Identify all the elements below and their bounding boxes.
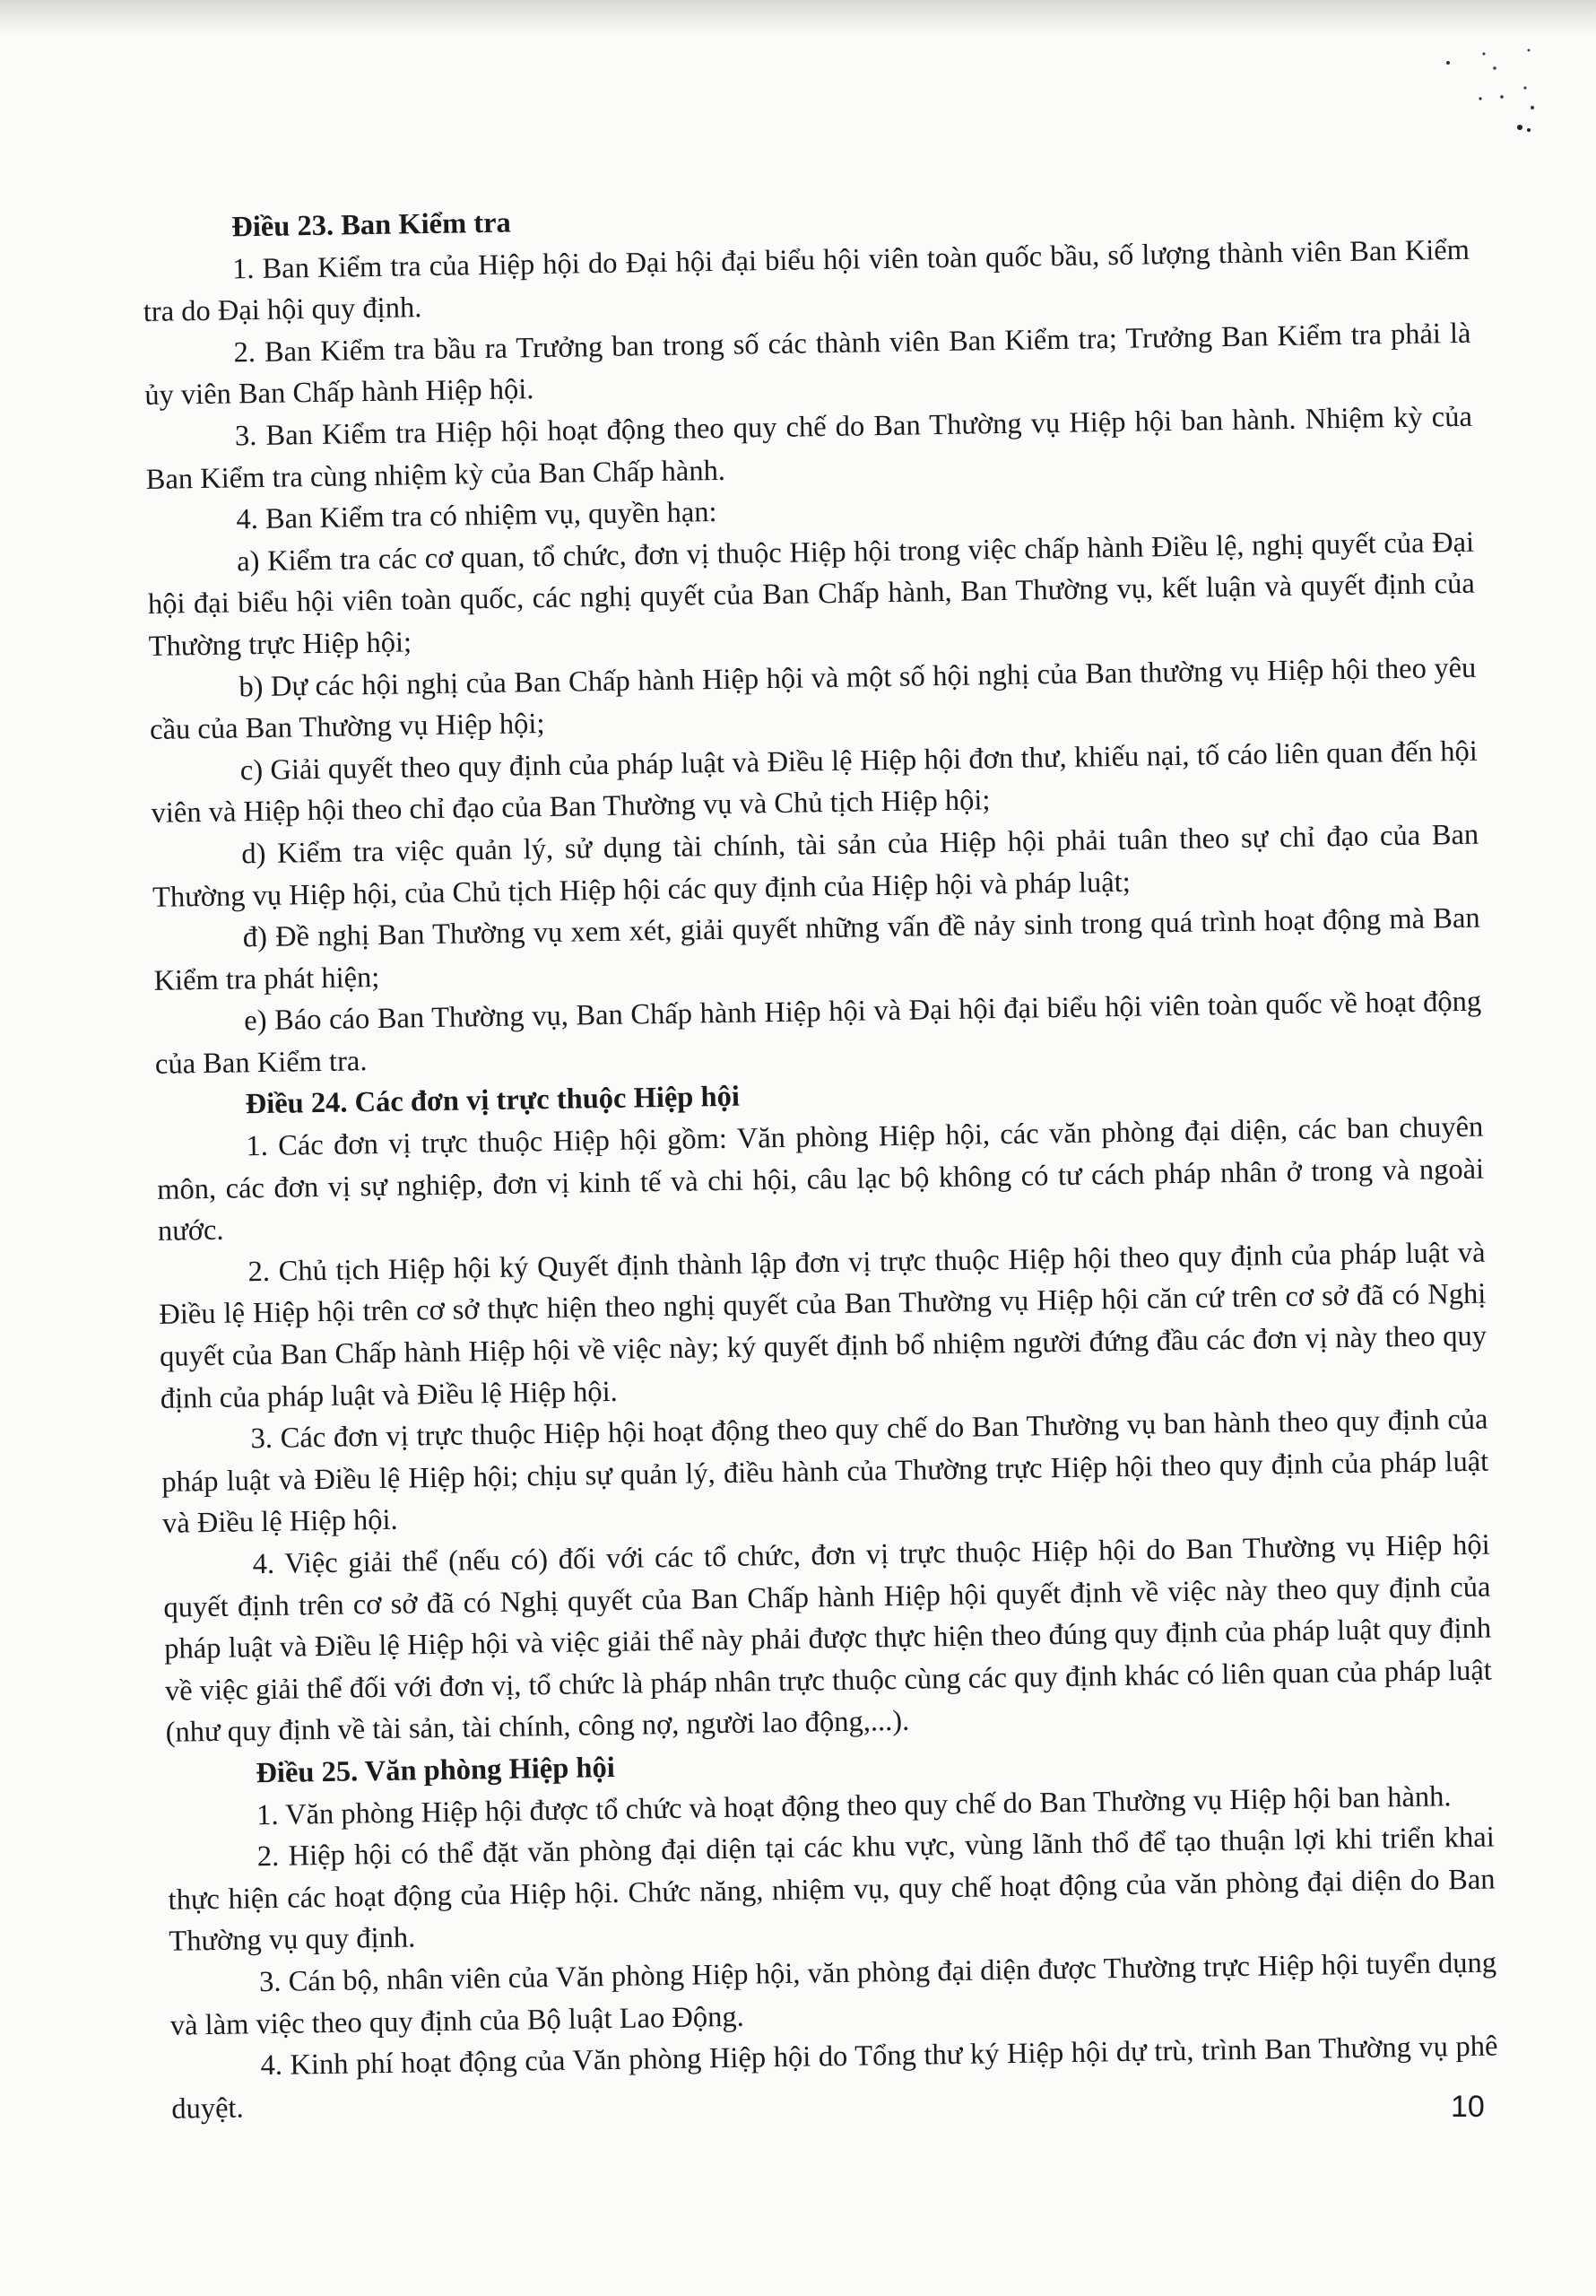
article-23-clause-1: 1. Ban Kiểm tra của Hiệp hội do Đại hội đại biểu hội viên toàn quốc bầu, số lượng thành viên Ban Kiểm tra do Đại hội quy định.: [143, 233, 1470, 329]
article-23-clause-4: 4. Ban Kiểm tra có nhiệm vụ, quyền hạn:: [236, 496, 717, 536]
article-25-clause-3: 3. Cán bộ, nhân viên của Văn phòng Hiệp hội, văn phòng đại diện được Thường trực Hiệp hội tuyển dụng và làm việc theo quy định của Bộ luật Lao Động.: [169, 1946, 1497, 2042]
article-23-item-e: e) Báo cáo Ban Thường vụ, Ban Chấp hành Hiệp hội và Đại hội đại biểu hội viên toàn quốc về hoạt động của Ban Kiểm tra.: [154, 985, 1482, 1081]
article-23-item-d: d) Kiểm tra việc quản lý, sử dụng tài chính, tài sản của Hiệp hội phải tuân theo sự chỉ đạo của Ban Thường vụ Hiệp hội, của Chủ tịch Hiệp hội các quy định của Hiệp hội và pháp luật;: [152, 818, 1479, 914]
scan-specks: [1439, 45, 1547, 144]
article-25-clause-1: 1. Văn phòng Hiệp hội được tổ chức và hoạt động theo quy chế do Ban Thường vụ Hiệp hội ban hành.: [256, 1779, 1452, 1831]
article-23-heading: Điều 23. Ban Kiểm tra: [231, 206, 512, 244]
document-body: [142, 187, 1498, 2130]
article-23-clause-2: 2. Ban Kiểm tra bầu ra Trưởng ban trong số các thành viên Ban Kiểm tra; Trưởng Ban Kiểm tra phải là ủy viên Ban Chấp hành Hiệp hội.: [144, 317, 1471, 413]
article-23-item-b: b) Dự các hội nghị của Ban Chấp hành Hiệp hội và một số hội nghị của Ban thường vụ Hiệp hội theo yêu cầu của Ban Thường vụ Hiệp hội;: [149, 651, 1477, 747]
article-23-item-a: a) Kiểm tra các cơ quan, tổ chức, đơn vị thuộc Hiệp hội trong việc chấp hành Điều lệ, nghị quyết của Đại hội đại biểu hội viên toàn quốc, các nghị quyết của Ban Chấp hành, Ban Thường vụ, kết luận và quyết định của Thường trực Hiệp hội;: [147, 526, 1476, 663]
article-24-clause-3: 3. Các đơn vị trực thuộc Hiệp hội hoạt động theo quy chế do Ban Thường vụ ban hành theo quy định của pháp luật và Điều lệ Hiệp hội; chịu sự quản lý, điều hành của Thường trực Hiệp hội theo quy định của pháp luật và Điều lệ Hiệp hội.: [161, 1403, 1489, 1541]
scan-edge-shadow: [0, 0, 1596, 36]
article-24-clause-4: 4. Việc giải thể (nếu có) đối với các tổ chức, đơn vị trực thuộc Hiệp hội do Ban Thường vụ Hiệp hội quyết định trên cơ sở đã có Nghị quyết của Ban Chấp hành Hiệp hội quyết định về việc này theo quy định của pháp luật và Điều lệ Hiệp hội và việc giải thể này phải được thực hiện theo đúng quy định của pháp luật quy định về việc giải thể đối với đơn vị, tổ chức là pháp nhân trực thuộc cùng các quy định khác có liên quan của pháp luật (như quy định về tài sản, tài chính, công nợ, người lao động,...).: [163, 1528, 1493, 1750]
article-23-item-dd: đ) Đề nghị Ban Thường vụ xem xét, giải quyết những vấn đề nảy sinh trong quá trình hoạt động mà Ban Kiểm tra phát hiện;: [153, 901, 1480, 997]
article-25-clause-2: 2. Hiệp hội có thể đặt văn phòng đại diện tại các khu vực, vùng lãnh thổ để tạo thuận lợi khi triển khai thực hiện các hoạt động của Hiệp hội. Chức năng, nhiệm vụ, quy chế hoạt động của văn phòng đại diện do Ban Thường vụ quy định.: [168, 1821, 1496, 1959]
article-25-heading: Điều 25. Văn phòng Hiệp hội: [256, 1751, 616, 1790]
page-number: 10: [1451, 2090, 1485, 2124]
article-25-clause-4: 4. Kinh phí hoạt động của Văn phòng Hiệp hội do Tổng thư ký Hiệp hội dự trù, trình Ban Thường vụ phê duyệt.: [171, 2030, 1498, 2126]
article-24-clause-2: 2. Chủ tịch Hiệp hội ký Quyết định thành lập đơn vị trực thuộc Hiệp hội theo quy định của pháp luật và Điều lệ Hiệp hội trên cơ sở thực hiện theo nghị quyết của Ban Thường vụ Hiệp hội căn cứ trên cơ sở đã có Nghị quyết của Ban Chấp hành Hiệp hội về việc này; ký quyết định bổ nhiệm người đứng đầu các đơn vị này theo quy định của pháp luật và Điều lệ Hiệp hội.: [159, 1236, 1488, 1415]
article-23-clause-3: 3. Ban Kiểm tra Hiệp hội hoạt động theo quy chế do Ban Thường vụ Hiệp hội ban hành. Nhiệm kỳ của Ban Kiểm tra cùng nhiệm kỳ của Ban Chấp hành.: [145, 400, 1473, 496]
article-24-heading: Điều 24. Các đơn vị trực thuộc Hiệp hội: [245, 1081, 741, 1121]
article-23-item-c: c) Giải quyết theo quy định của pháp luật và Điều lệ Hiệp hội đơn thư, khiếu nại, tố cáo liên quan đến hội viên và Hiệp hội theo chỉ đạo của Ban Thường vụ và Chủ tịch Hiệp hội;: [151, 735, 1478, 831]
article-24-clause-1: 1. Các đơn vị trực thuộc Hiệp hội gồm: Văn phòng Hiệp hội, các văn phòng đại diện, các ban chuyên môn, các đơn vị sự nghiệp, đơn vị kinh tế và chi hội, câu lạc bộ không có tư cách pháp nhân ở trong và ngoài nước.: [156, 1110, 1485, 1248]
